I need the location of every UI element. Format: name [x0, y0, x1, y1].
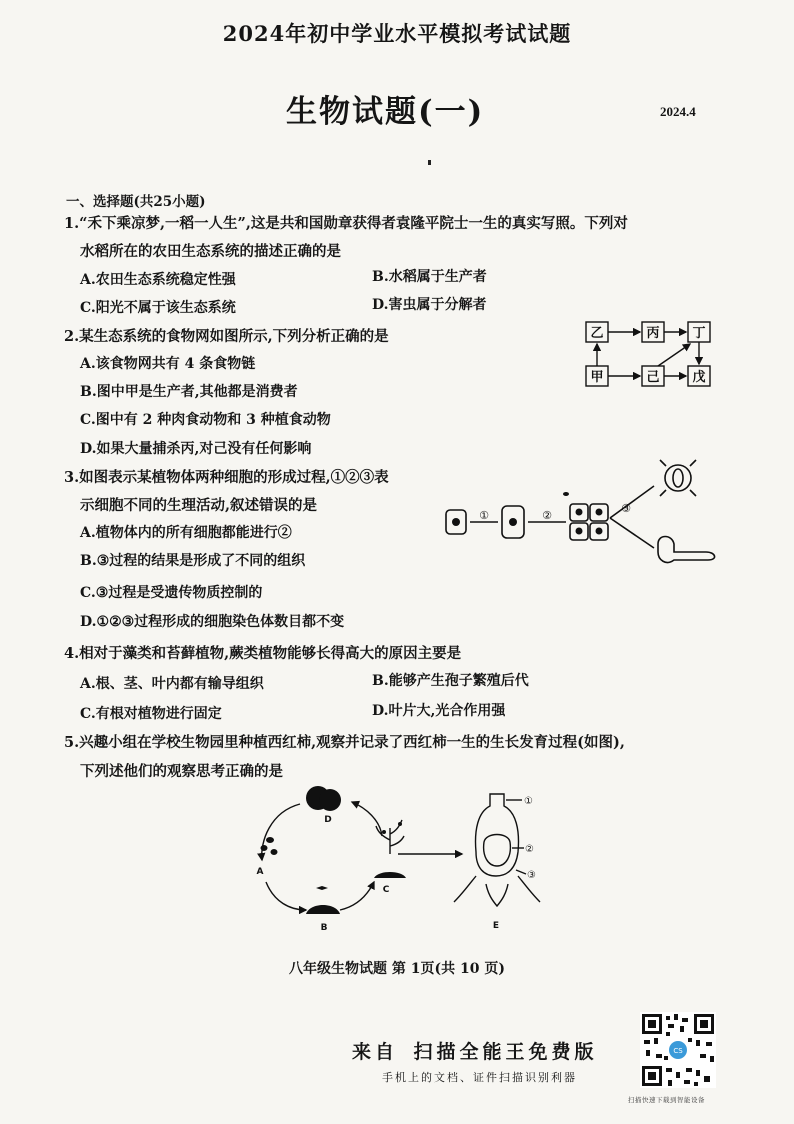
- scan-speck: [428, 160, 431, 165]
- root-hair-shape: [658, 537, 715, 563]
- exam-date: 2024.4: [660, 104, 696, 119]
- q3-option-b[interactable]: B.③过程的结果是形成了不同的组织: [80, 553, 306, 569]
- q4-option-a[interactable]: A.根、茎、叶内都有输导组织: [80, 676, 264, 692]
- q2-option-d[interactable]: D.如果大量捕杀丙,对己没有任何影响: [80, 441, 312, 457]
- stage-b-label: B: [320, 923, 328, 933]
- q4-option-b[interactable]: B.能够产生孢子繁殖后代: [372, 673, 529, 689]
- q1-option-d[interactable]: D.害虫属于分解者: [372, 297, 487, 313]
- exam-title: 2024年初中学业水平模拟考试试题: [222, 21, 572, 46]
- q2-stem: 2.某生态系统的食物网如图所示,下列分析正确的是: [64, 328, 389, 345]
- q3-stem-line1: 3.如图表示某植物体两种细胞的形成过程,①②③表: [64, 469, 389, 486]
- process-2-label: ②: [542, 509, 552, 522]
- scanner-small-caption: 扫描快速下载到智能设备: [628, 1096, 705, 1104]
- q1-option-c[interactable]: C.阳光不属于该生态系统: [80, 300, 236, 316]
- q3-option-a[interactable]: A.植物体内的所有细胞都能进行②: [80, 525, 292, 541]
- q1-option-a[interactable]: A.农田生态系统稳定性强: [80, 272, 236, 288]
- stage-c-label: C: [382, 885, 390, 895]
- scanner-slogan: 手机上的文档、证件扫描识别利器: [382, 1071, 577, 1084]
- stage-d-label: D: [324, 815, 332, 825]
- q3-option-c[interactable]: C.③过程是受遗传物质控制的: [80, 585, 263, 601]
- stage-a-label: A: [256, 867, 264, 877]
- process-1-label: ①: [479, 509, 489, 522]
- node-wu: 戊: [692, 370, 706, 385]
- soil-mound-c: [374, 872, 406, 878]
- q1-option-b[interactable]: B.水稻属于生产者: [372, 269, 487, 285]
- q1-stem-line2: 水稻所在的农田生态系统的描述正确的是: [80, 243, 341, 260]
- q3-stem-line2: 示细胞不同的生理活动,叙述错误的是: [80, 497, 318, 514]
- qr-code-icon[interactable]: [640, 1012, 716, 1088]
- q2-option-c[interactable]: C.图中有 2 种肉食动物和 3 种植食动物: [80, 412, 331, 428]
- q5-stem-line2: 下列述他们的观察思考正确的是: [80, 763, 283, 780]
- part-1-label: ①: [524, 796, 533, 807]
- part-2-label: ②: [525, 844, 534, 855]
- q2-option-a[interactable]: A.该食物网共有 4 条食物链: [80, 356, 256, 372]
- node-ding: 丁: [692, 326, 706, 341]
- section-heading: 一、选择题(共25小题): [66, 194, 206, 210]
- node-ji: 己: [646, 370, 660, 385]
- node-yi: 乙: [590, 326, 604, 341]
- page-number: 八年级生物试题 第 1页(共 10 页): [289, 961, 505, 977]
- q4-option-d[interactable]: D.叶片大,光合作用强: [372, 703, 506, 719]
- tomato-lifecycle-diagram: [240, 782, 560, 942]
- node-jia: 甲: [590, 370, 604, 385]
- q5-stem-line1: 5.兴趣小组在学校生物园里种植西红柿,观察并记录了西红柿一生的生长发育过程(如图),: [64, 734, 625, 751]
- part-3-label: ③: [527, 870, 536, 881]
- subject-title: 生物试题(一): [286, 94, 485, 130]
- stage-e-label: E: [492, 921, 500, 931]
- cell-division-diagram: [440, 456, 730, 576]
- food-web-diagram: [578, 316, 728, 396]
- q1-stem-line1: 1.“禾下乘凉梦,一稻一人生”,这是共和国勋章获得者袁隆平院士一生的真实写照。下列对: [64, 215, 628, 232]
- qr-center-logo: CS: [673, 1047, 683, 1055]
- node-bing: 丙: [646, 326, 660, 341]
- q3-option-d[interactable]: D.①②③过程形成的细胞染色体数目都不变: [80, 614, 345, 630]
- q2-option-b[interactable]: B.图中甲是生产者,其他都是消费者: [80, 384, 298, 400]
- q4-option-c[interactable]: C.有根对植物进行固定: [80, 706, 222, 722]
- process-3-label: ③: [621, 502, 631, 515]
- scanner-watermark: 来自 扫描全能王免费版: [352, 1041, 598, 1063]
- soil-mound-b: [306, 905, 340, 914]
- q4-stem: 4.相对于藻类和苔藓植物,蕨类植物能够长得高大的原因主要是: [64, 645, 462, 662]
